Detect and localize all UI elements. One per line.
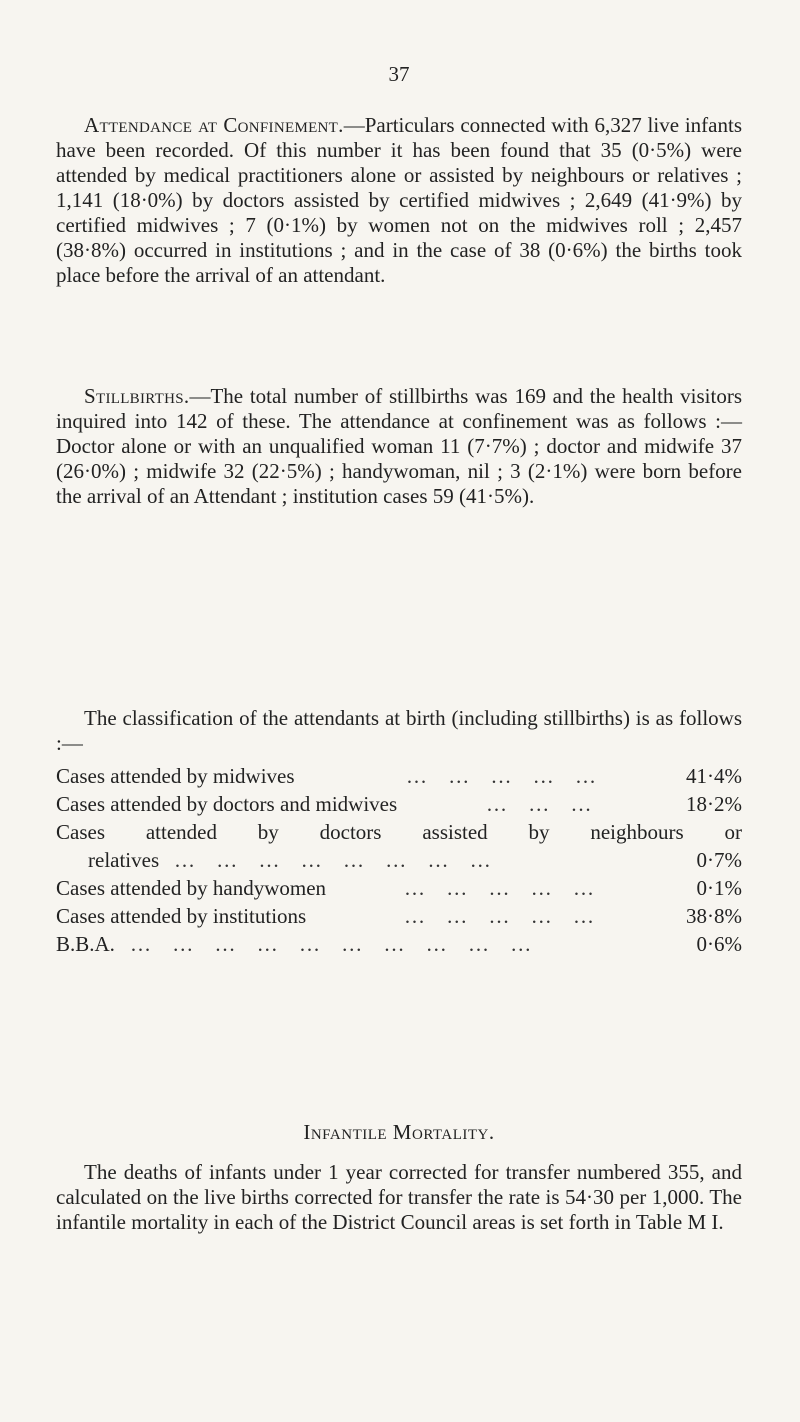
list-value: 41·4%: [686, 764, 742, 788]
infantile-paragraph: The deaths of infants under 1 year corrected for transfer numbered 355, and calculated on the live births corrected for transfer the rate is 54·30 per 1,000. The infantile mortality in each of the District Council areas is set forth in Table M I.: [56, 1160, 742, 1234]
stillbirths-text: —The total number of stillbirths was 169 and the health visitors inquired into 142 of these. The attendance at confinement was as follows :—Doctor alone or with an unqualified woman 11 (7·7%) ; doctor and midwife 37 (26·0%) ; midwife 32 (22·5%) ; handywoman, nil ; 3 (2·1%) were born before the arrival of an Attendant ; institution cases 59 (41·5%).: [56, 384, 742, 508]
list-item: Cases attended by handywomen … … … … … 0·1%: [56, 876, 742, 900]
stillbirths-paragraph: [56, 384, 742, 509]
page-number: 37: [388, 62, 410, 86]
list-item: Cases attended by institutions … … … … … 38·8%: [56, 904, 742, 928]
list-value: 38·8%: [686, 904, 742, 928]
list-value: 0·1%: [696, 876, 742, 900]
list-item: B.B.A. … … … … … … … … … … 0·6%: [56, 932, 742, 956]
classification-list: [56, 764, 742, 960]
attendance-paragraph: [56, 113, 742, 288]
list-item: Cases attended by midwives … … … … … 41·4%: [56, 764, 742, 788]
list-value: 0·7%: [696, 848, 742, 872]
list-item: Cases attended by doctors and midwives … … … 18·2%: [56, 792, 742, 816]
attendance-text: —Particulars connected with 6,327 live infants have been recorded. Of this number it has been found that 35 (0·5%) were attended by medical practitioners alone or assisted by neighbours or relatives ; 1,141 (18·0%) by doctors assisted by certified midwives ; 2,649 (41·9%) by certified midwives ; 7 (0·1%) by women not on the midwives roll ; 2,457 (38·8%) occurred in institutions ; and in the case of 38 (0·6%) the births took place before the arrival of an attendant.: [56, 113, 742, 287]
classification-intro: The classification of the attendants at birth (including stillbirths) is as follows :—: [56, 706, 742, 755]
attendance-heading: Attendance at Confinement.: [84, 113, 344, 137]
list-value: 0·6%: [696, 932, 742, 956]
infantile-heading: Infantile Mortality.: [303, 1120, 495, 1144]
stillbirths-heading: Stillbirths.: [84, 384, 190, 408]
list-value: 18·2%: [686, 792, 742, 816]
list-item: Cases attended by doctors assisted by neighbours or relatives … … … … … … … … 0·7%: [56, 820, 742, 872]
